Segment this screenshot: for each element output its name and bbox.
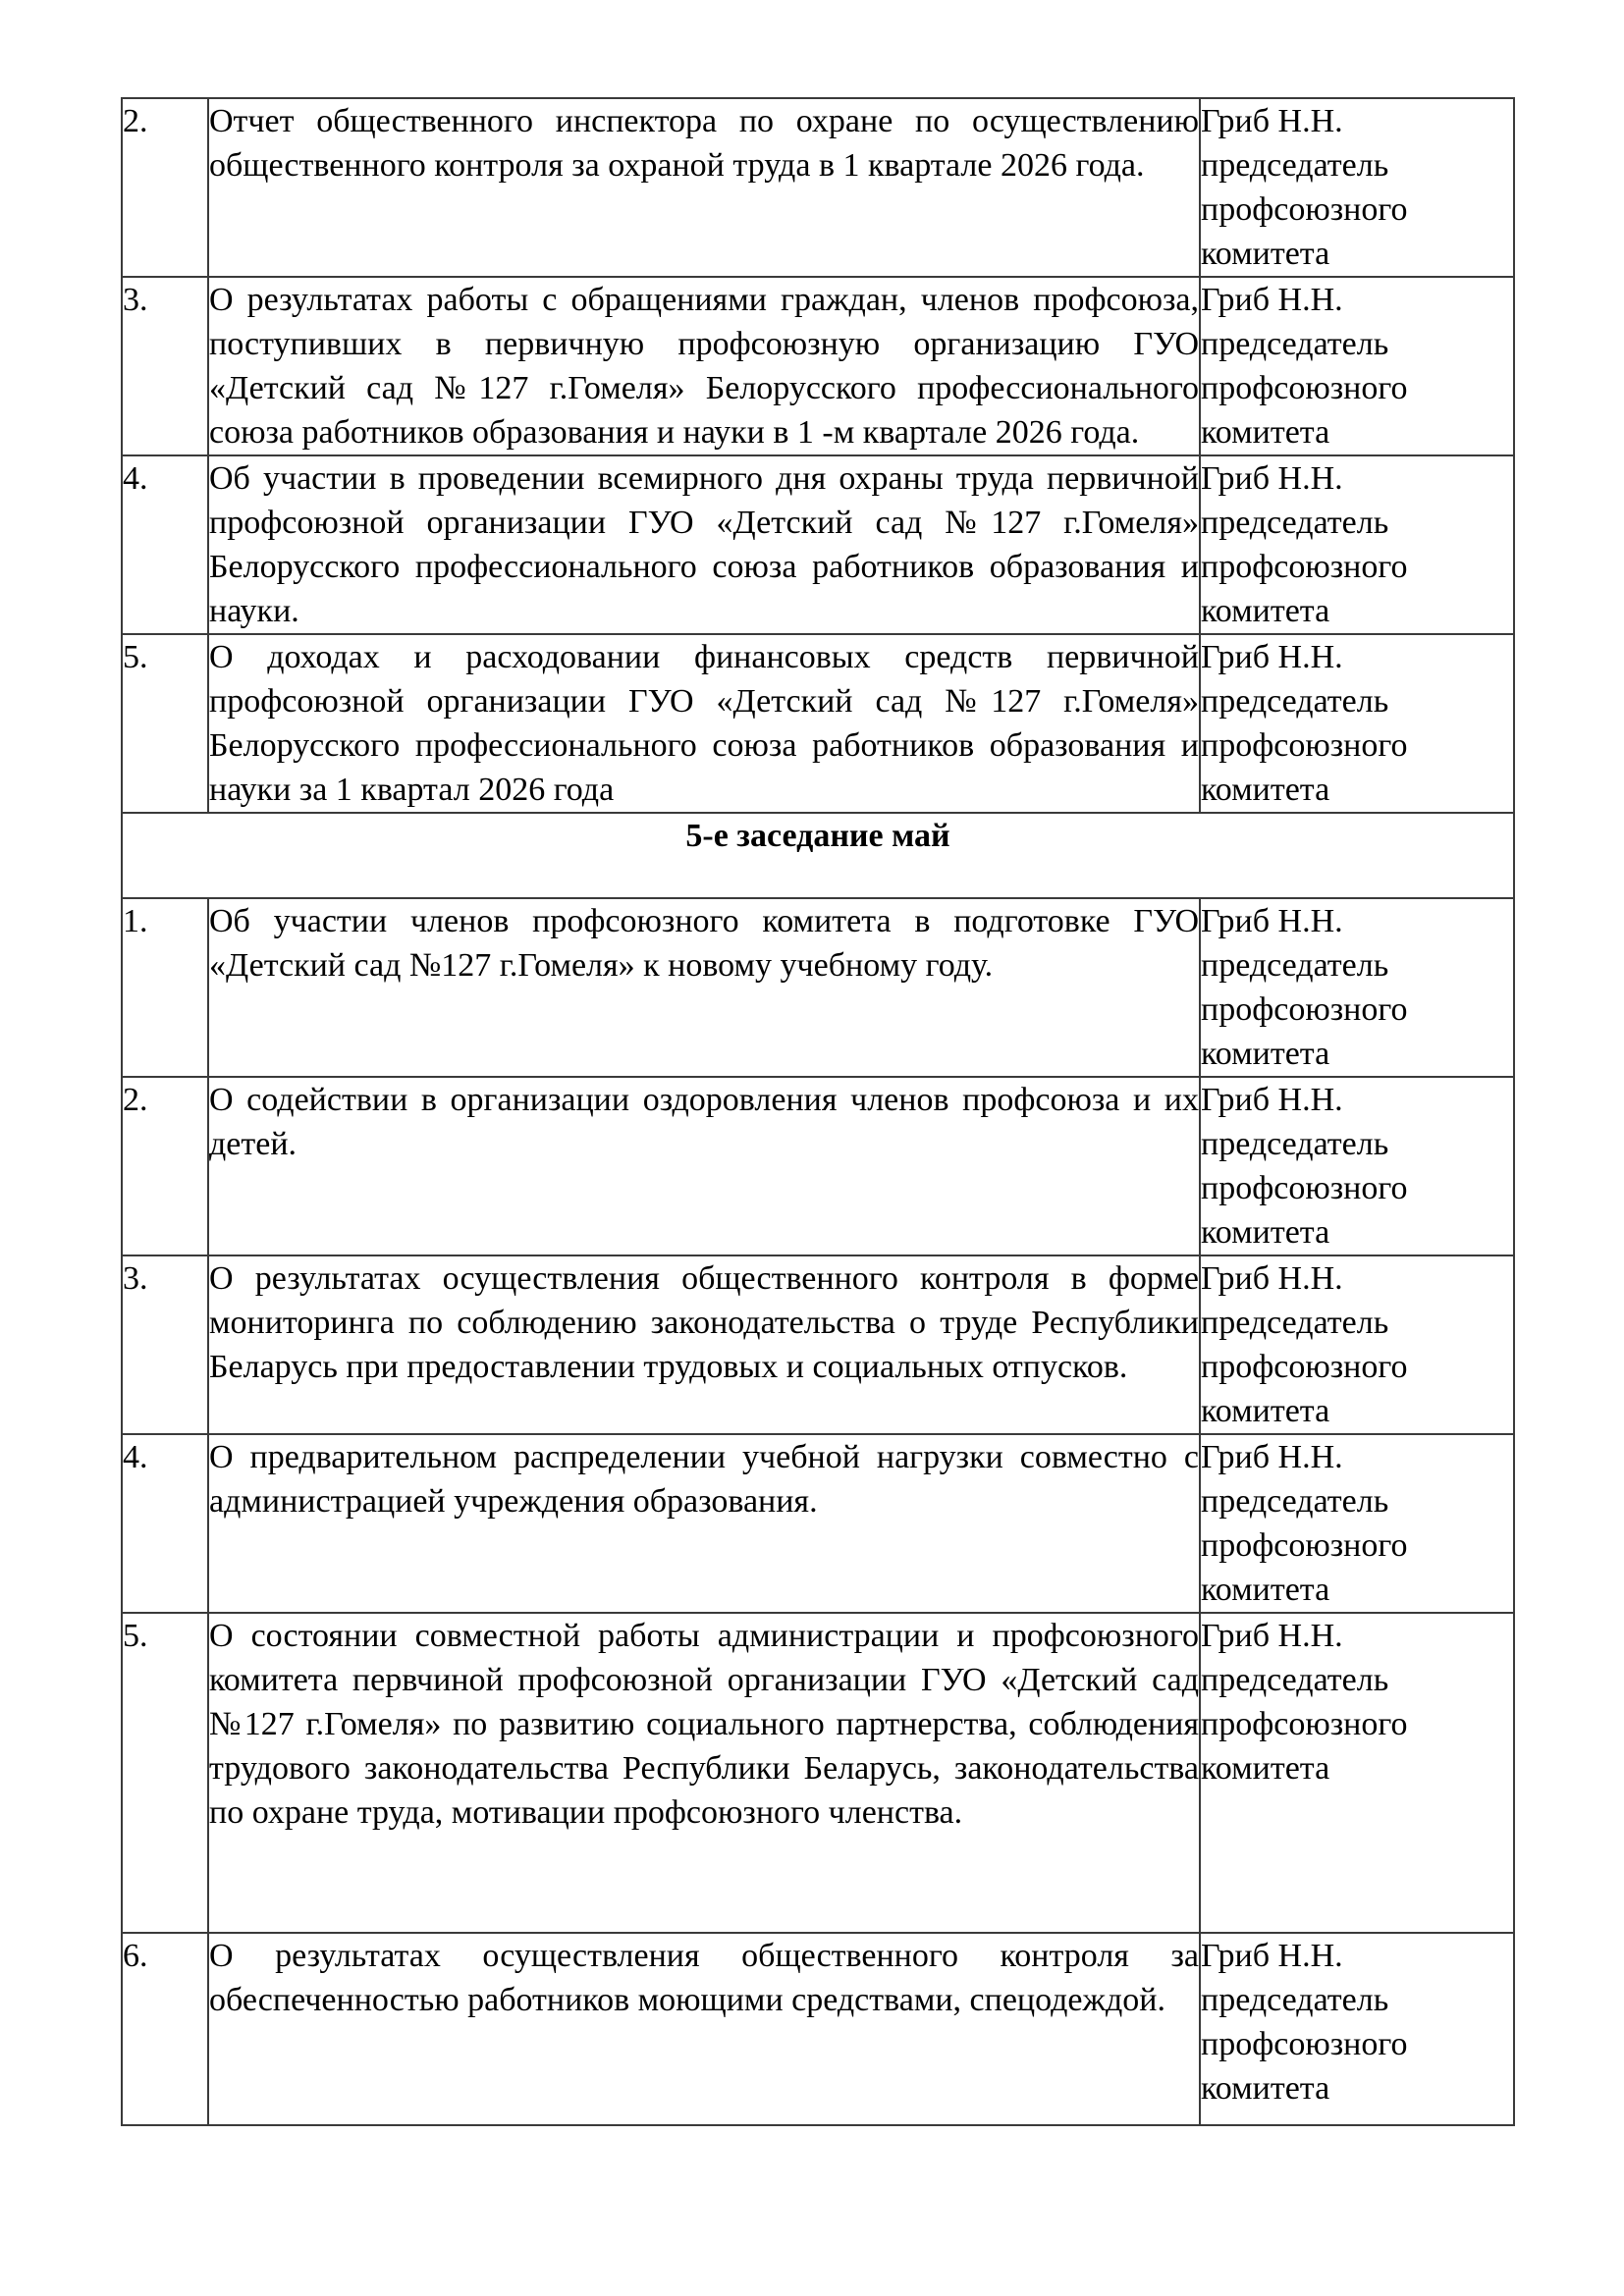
- responsible-name: Гриб Н.Н.: [1201, 1082, 1343, 1118]
- row-responsible: [1200, 455, 1514, 634]
- row-number: 3.: [122, 277, 208, 455]
- responsible-role: председатель: [1201, 1662, 1389, 1698]
- row-number: 2.: [122, 1077, 208, 1255]
- responsible-role: профсоюзного: [1201, 191, 1408, 228]
- table-row: [122, 1077, 1514, 1255]
- row-responsible: [1200, 1613, 1514, 1933]
- responsible-role: комитета: [1201, 593, 1330, 629]
- responsible-role: комитета: [1201, 1214, 1330, 1251]
- row-number: 5.: [122, 1613, 208, 1933]
- responsible-role: профсоюзного: [1201, 991, 1408, 1028]
- responsible-name: Гриб Н.Н.: [1201, 460, 1343, 497]
- row-responsible: [1200, 1077, 1514, 1255]
- responsible-role: комитета: [1201, 236, 1330, 272]
- row-topic: О результатах осуществления общественного контроля за обеспеченностью работников моющими средствами, спецодеждой.: [208, 1933, 1200, 2125]
- responsible-role: председатель: [1201, 1483, 1389, 1520]
- responsible-role: комитета: [1201, 414, 1330, 451]
- responsible-role: профсоюзного: [1201, 727, 1408, 764]
- responsible-role: председатель: [1201, 1982, 1389, 2018]
- row-responsible: [1200, 1255, 1514, 1434]
- responsible-role: комитета: [1201, 1393, 1330, 1429]
- row-topic: Отчет общественного инспектора по охране по осуществлению общественного контроля за охраной труда в 1 квартале 2026 года.: [208, 98, 1200, 277]
- responsible-name: Гриб Н.Н.: [1201, 1439, 1343, 1475]
- responsible-name: Гриб Н.Н.: [1201, 1260, 1343, 1297]
- responsible-role: комитета: [1201, 2070, 1330, 2107]
- responsible-role: председатель: [1201, 147, 1389, 184]
- table-row: [122, 98, 1514, 277]
- responsible-role: председатель: [1201, 505, 1389, 541]
- row-responsible: [1200, 98, 1514, 277]
- row-topic: О доходах и расходовании финансовых средств первичной профсоюзной организации ГУО «Детский сад №127 г.Гомеля» Белорусского профессионального союза работников образования и науки за 1 квартал 2026 года: [208, 634, 1200, 813]
- responsible-name: Гриб Н.Н.: [1201, 639, 1343, 675]
- section-title: 5-е заседание май: [122, 813, 1514, 898]
- row-number: 6.: [122, 1933, 208, 2125]
- table-row: [122, 634, 1514, 813]
- row-responsible: [1200, 277, 1514, 455]
- responsible-role: профсоюзного: [1201, 1170, 1408, 1206]
- responsible-role: профсоюзного: [1201, 1349, 1408, 1385]
- responsible-role: председатель: [1201, 947, 1389, 984]
- responsible-role: председатель: [1201, 326, 1389, 362]
- row-topic: О результатах работы с обращениями граждан, членов профсоюза, поступивших в первичную профсоюзную организацию ГУО «Детский сад №127 г.Гомеля» Белорусского профессионального союза работников образования и науки в 1 -м квартале 2026 года.: [208, 277, 1200, 455]
- responsible-role: профсоюзного: [1201, 1706, 1408, 1742]
- row-number: 4.: [122, 455, 208, 634]
- table-row: [122, 898, 1514, 1077]
- row-topic: О результатах осуществления общественного контроля в форме мониторинга по соблюдению законодательства о труде Республики Беларусь при предоставлении трудовых и социальных отпусков.: [208, 1255, 1200, 1434]
- row-number: 4.: [122, 1434, 208, 1613]
- table-row: [122, 277, 1514, 455]
- row-responsible: [1200, 898, 1514, 1077]
- table-row: [122, 455, 1514, 634]
- responsible-name: Гриб Н.Н.: [1201, 103, 1343, 139]
- responsible-role: профсоюзного: [1201, 370, 1408, 406]
- meeting-plan-table: [121, 97, 1515, 2126]
- section-header-row: [122, 813, 1514, 898]
- row-responsible: [1200, 634, 1514, 813]
- row-topic: О содействии в организации оздоровления членов профсоюза и их детей.: [208, 1077, 1200, 1255]
- row-number: 1.: [122, 898, 208, 1077]
- row-topic: Об участии в проведении всемирного дня охраны труда первичной профсоюзной организации ГУО «Детский сад №127 г.Гомеля» Белорусского профессионального союза работников образования и науки.: [208, 455, 1200, 634]
- row-topic: О предварительном распределении учебной нагрузки совместно с администрацией учреждения образования.: [208, 1434, 1200, 1613]
- row-topic: О состоянии совместной работы администрации и профсоюзного комитета первчиной профсоюзной организации ГУО «Детский сад №127 г.Гомеля» по развитию социального партнерства, соблюдения трудового законодательства Республики Беларусь, законодательства по охране труда, мотивации профсоюзного членства.: [208, 1613, 1200, 1933]
- table-row: [122, 1613, 1514, 1933]
- responsible-role: председатель: [1201, 1126, 1389, 1162]
- responsible-role: комитета: [1201, 1750, 1330, 1787]
- table-row: [122, 1255, 1514, 1434]
- responsible-role: комитета: [1201, 1036, 1330, 1072]
- responsible-role: председатель: [1201, 1305, 1389, 1341]
- row-responsible: [1200, 1434, 1514, 1613]
- responsible-role: профсоюзного: [1201, 1527, 1408, 1564]
- responsible-role: комитета: [1201, 1572, 1330, 1608]
- responsible-role: комитета: [1201, 772, 1330, 808]
- row-responsible: [1200, 1933, 1514, 2125]
- table-row: [122, 1434, 1514, 1613]
- responsible-role: профсоюзного: [1201, 549, 1408, 585]
- row-number: 5.: [122, 634, 208, 813]
- responsible-name: Гриб Н.Н.: [1201, 1938, 1343, 1974]
- responsible-name: Гриб Н.Н.: [1201, 282, 1343, 318]
- row-topic: Об участии членов профсоюзного комитета в подготовке ГУО «Детский сад №127 г.Гомеля» к новому учебному году.: [208, 898, 1200, 1077]
- responsible-name: Гриб Н.Н.: [1201, 903, 1343, 939]
- row-number: 2.: [122, 98, 208, 277]
- table-row: [122, 1933, 1514, 2125]
- responsible-name: Гриб Н.Н.: [1201, 1618, 1343, 1654]
- responsible-role: председатель: [1201, 683, 1389, 720]
- row-number: 3.: [122, 1255, 208, 1434]
- responsible-role: профсоюзного: [1201, 2026, 1408, 2062]
